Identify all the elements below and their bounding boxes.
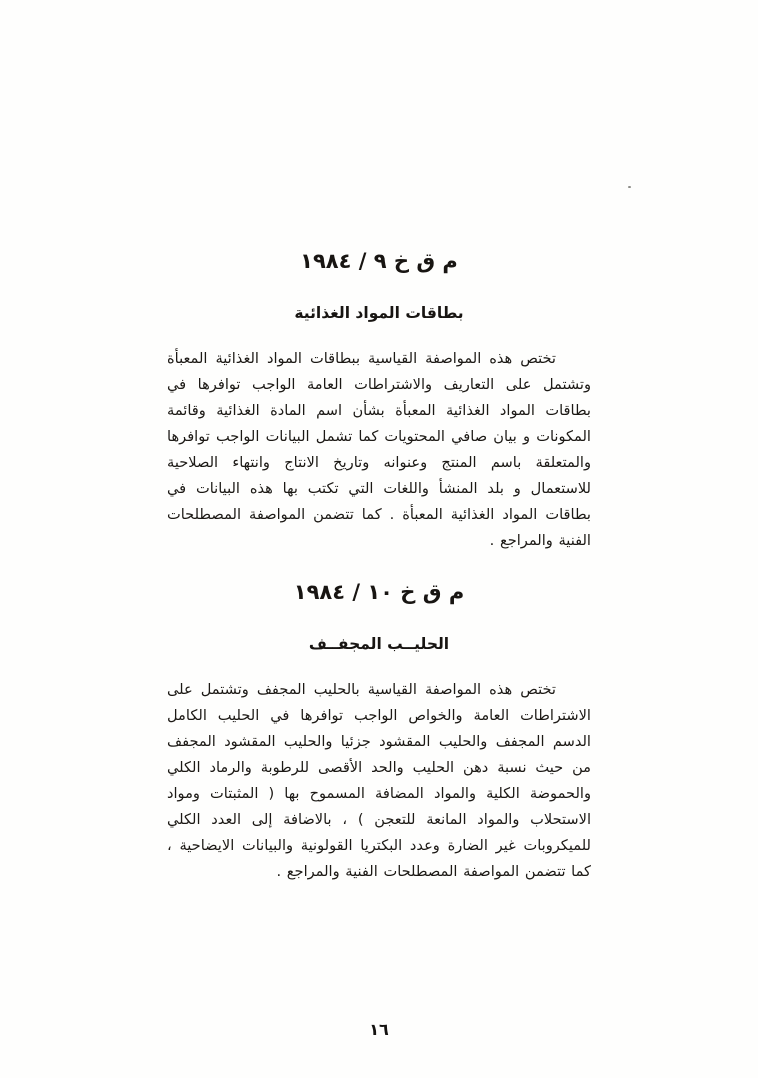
- standard-code-9-1984: م ق خ ٩ / ١٩٨٤: [300, 249, 458, 273]
- scan-speck: [628, 186, 631, 188]
- standard-body-dried-milk: تختص هذه المواصفة القياسية بالحليب المجفف وتشتمل على الاشتراطات العامة والخواص الواجب توافرها في الحليب الكامل الدسم المجفف والحليب المقشود جزئيا والحليب المقشود المجفف من حيث نسبة دهن الحليب والحد الأقصى للرطوبة والرماد الكلي والحموضة الكلية والمواد المضافة المسموح بها ( المثبتات ومواد الاستحلاب والمواد المانعة للتعجن ) ، بالاضافة إلى العدد الكلي للميكروبات غير الضارة وعدد البكتريا القولونية والبيانات الايضاحية ، كما تتضمن المواصفة المصطلحات الفنية والمراجع .: [167, 680, 591, 880]
- standard-title-dried-milk: الحليــب المجفــف: [308, 634, 450, 653]
- page-number: ١٦: [369, 1020, 389, 1039]
- standard-code-10-1984: م ق خ ١٠ / ١٩٨٤: [293, 579, 465, 604]
- standard-title-food-labels: بطاقات المواد الغذائية: [294, 304, 464, 323]
- standard-body-food-labels: تختص هذه المواصفة القياسية ببطاقات المواد الغذائية المعبأة وتشتمل على التعاريف والاشتراطات العامة الواجب توافرها في بطاقات المواد الغذائية المعبأة بشأن اسم المادة الغذائية وقائمة المكونات و بيان صافي المحتويات كما تشمل البيانات الواجب توافرها والمتعلقة باسم المنتج وعنوانه وتاريخ الانتاج وانتهاء الصلاحية للاستعمال و بلد المنشأ واللغات التي تكتب بها هذه البيانات في بطاقات المواد الغذائية المعبأة . كما تتضمن المواصفة المصطلحات الفنية والمراجع .: [167, 349, 591, 549]
- content-column: [167, 0, 591, 885]
